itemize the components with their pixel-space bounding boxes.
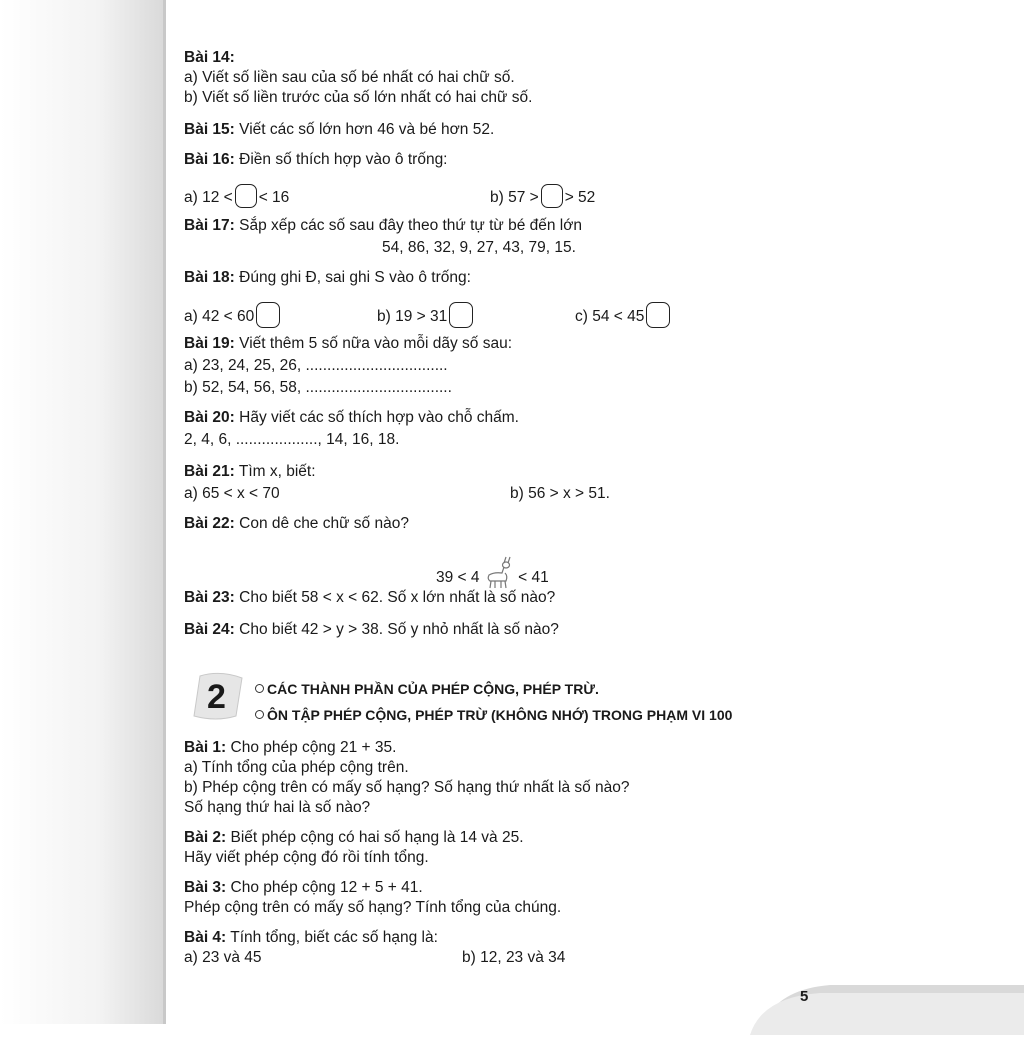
b19: Bài 19: Viết thêm 5 số nữa vào mỗi dãy số sau: — [184, 335, 513, 352]
answer-box[interactable] — [646, 302, 670, 328]
answer-box[interactable] — [449, 302, 473, 328]
s4-b: b) 12, 23 và 34 — [462, 949, 566, 966]
b23: Bài 23: Cho biết 58 < x < 62. Số x lớn nhất là số nào? — [184, 589, 556, 606]
b21: Bài 21: Tìm x, biết: — [184, 463, 316, 480]
b18-c: c) 54 < 45 — [575, 302, 670, 328]
b19-b: b) 52, 54, 56, 58, .................................. — [184, 379, 452, 396]
answer-box[interactable] — [235, 184, 257, 208]
answer-box[interactable] — [256, 302, 280, 328]
b22-expression: 39 < 4 < 41 — [436, 554, 549, 590]
s4: Bài 4: Tính tổng, biết các số hạng là: — [184, 929, 438, 946]
b14-title: Bài 14: — [184, 49, 235, 66]
b14-a: a) Viết số liền sau của số bé nhất có hai chữ số. — [184, 69, 515, 86]
b15: Bài 15: Viết các số lớn hơn 46 và bé hơn 52. — [184, 121, 495, 138]
section-title-line2: ÔN TẬP PHÉP CỘNG, PHÉP TRỪ (KHÔNG NHỚ) TRONG PHẠM VI 100 — [255, 706, 732, 724]
s1: Bài 1: Cho phép cộng 21 + 35. — [184, 739, 397, 756]
s2-line2: Hãy viết phép cộng đó rồi tính tổng. — [184, 849, 429, 866]
b16-a: a) 12 < < 16 — [184, 184, 289, 208]
b18-a: a) 42 < 60 — [184, 302, 280, 328]
b24: Bài 24: Cho biết 42 > y > 38. Số y nhỏ nhất là số nào? — [184, 621, 559, 638]
page-number: 5 — [800, 988, 809, 1005]
b16-b: b) 57 > > 52 — [490, 184, 595, 208]
b17-numbers: 54, 86, 32, 9, 27, 43, 79, 15. — [382, 239, 576, 256]
b18: Bài 18: Đúng ghi Đ, sai ghi S vào ô trống: — [184, 269, 471, 286]
b20: Bài 20: Hãy viết các số thích hợp vào chỗ chấm. — [184, 409, 519, 426]
b16: Bài 16: Điền số thích hợp vào ô trống: — [184, 151, 448, 168]
s1-a: a) Tính tổng của phép cộng trên. — [184, 759, 409, 776]
section-number-badge — [190, 672, 246, 722]
b17: Bài 17: Sắp xếp các số sau đây theo thứ tự từ bé đến lớn — [184, 217, 583, 234]
b21-b: b) 56 > x > 51. — [510, 485, 610, 502]
s3-line2: Phép cộng trên có mấy số hạng? Tính tổng của chúng. — [184, 899, 562, 916]
s2: Bài 2: Biết phép cộng có hai số hạng là 14 và 25. — [184, 829, 524, 846]
b18-b: b) 19 > 31 — [377, 302, 473, 328]
s1-b: b) Phép cộng trên có mấy số hạng? Số hạng thứ nhất là số nào? — [184, 779, 630, 796]
section-number: 2 — [207, 678, 226, 716]
b19-a: a) 23, 24, 25, 26, ................................. — [184, 357, 448, 374]
book-spine-shadow — [0, 0, 165, 1024]
s3: Bài 3: Cho phép cộng 12 + 5 + 41. — [184, 879, 423, 896]
b22: Bài 22: Con dê che chữ số nào? — [184, 515, 409, 532]
b21-a: a) 65 < x < 70 — [184, 485, 280, 502]
b20-line: 2, 4, 6, ..................., 14, 16, 18. — [184, 431, 400, 448]
b14-b: b) Viết số liền trước của số lớn nhất có hai chữ số. — [184, 89, 533, 106]
goat-icon — [484, 554, 514, 590]
section-title-line1: CÁC THÀNH PHẦN CỦA PHÉP CỘNG, PHÉP TRỪ. — [255, 680, 599, 698]
page-corner-decoration — [720, 975, 1024, 1035]
s4-a: a) 23 và 45 — [184, 949, 262, 966]
answer-box[interactable] — [541, 184, 563, 208]
s1-c: Số hạng thứ hai là số nào? — [184, 799, 371, 816]
